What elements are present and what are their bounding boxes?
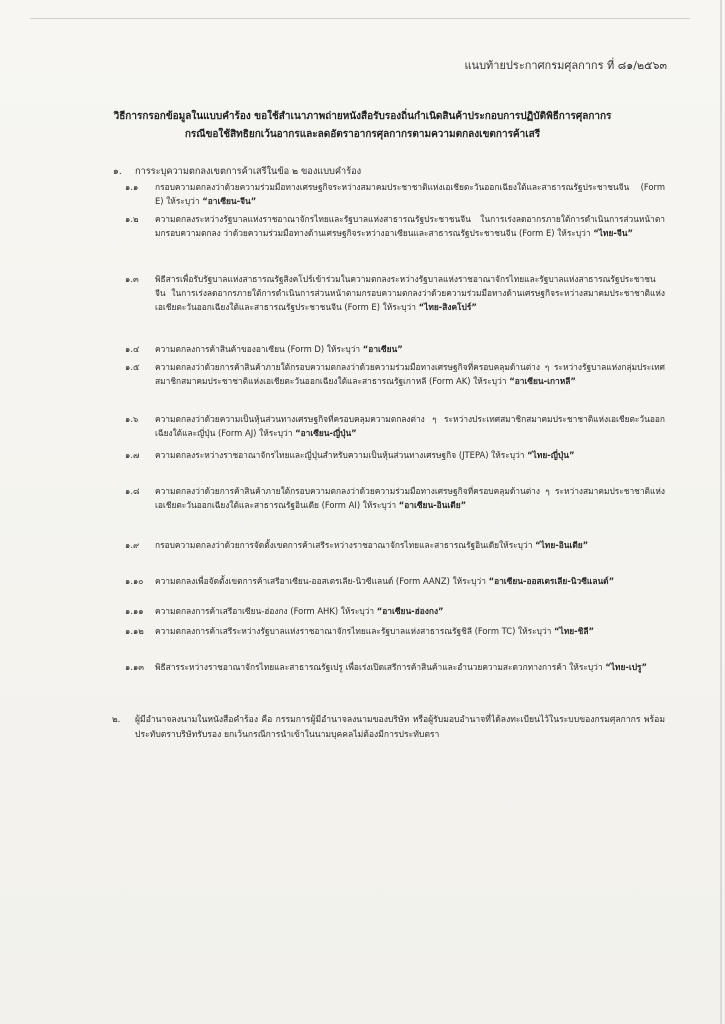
section-2 (112, 713, 665, 742)
item-label: “ไทย-อินเดีย” (535, 540, 589, 550)
section-1-heading (113, 166, 362, 177)
item-number: ๑.๙ (125, 540, 140, 550)
item-label: “อาเซียน-ฮ่องกง” (376, 606, 444, 616)
item-text: ความตกลงว่าด้วยการค้าสินค้าภายใต้กรอบความตกลงว่าด้วยความร่วมมือทางเศรษฐกิจที่ครอบคลุมด้านต่าง ๆ ระหว่างสมาคมประชาชาติแห่งเอเชียตะวันออกเฉียงใต้และสาธารณรัฐอินเดีย (Form AI) ให้ระบุว่า (155, 486, 665, 511)
item-number: ๑.๑๓ (125, 662, 145, 672)
item-label: “อาเซียน-อินเดีย” (398, 500, 467, 511)
item-text: พิธีสารระหว่างราชอาณาจักรไทยและสาธารณรัฐเปรู เพื่อเร่งเปิดเสรีการค้าสินค้าและอำนวยความสะดวกทางการค้า ให้ระบุว่า (155, 662, 606, 672)
list-item (125, 448, 665, 462)
item-label: “ไทย-เปรู” (605, 662, 648, 672)
item-text: กรอบความตกลงว่าด้วยการจัดตั้งเขตการค้าเสรีระหว่างราชอาณาจักรไทยและสาธารณรัฐอินเดียให้ระบุว่า (155, 540, 536, 550)
document-title-line-1: วิธีการกรอกข้อมูลในแบบคำร้อง ขอใช้สำเนาภาพถ่ายหนังสือรับรองถิ่นกำเนิดสินค้าประกอบการปฏิบัติพิธีการศุลกากร (113, 111, 612, 122)
item-text: ความตกลงว่าด้วยการค้าสินค้าภายใต้กรอบความตกลงว่าด้วยความร่วมมือทางเศรษฐกิจที่ครอบคลุมด้านต่าง ๆ ระหว่างรัฐบาลแห่งกลุ่มประเทศสมาชิกสมาคมประชาชาติแห่งเอเชียตะวันออกเฉียงใต้และสาธารณรัฐเกาหลี (Form AK) ให้ระบุว่า (155, 362, 665, 387)
list-item (125, 180, 665, 208)
list-item (125, 360, 665, 388)
section-2-number: ๒. (112, 715, 121, 725)
item-number: ๑.๑ (125, 182, 139, 192)
item-label: “อาเซียน-เกาหลี” (509, 376, 576, 387)
list-item (125, 624, 665, 638)
item-text: พิธีสารเพื่อรับรัฐบาลแห่งสาธารณรัฐสิงคโปร์เข้าร่วมในความตกลงระหว่างรัฐบาลแห่งราชอาณาจักรไทยและรัฐบาลแห่งสาธารณรัฐประชาชนจีน ในการเร่งลดอากรภายใต้การดำเนินการส่วนหน้าตามกรอบความตกลงว่าด้วยความร่วมมือทางด้านเศรษฐกิจระหว่างสมาคมประชาชาติแห่งเอเชียตะวันออกเฉียงใต้และสาธารณรัฐประชาชนจีน (Form E) ให้ระบุว่า (155, 274, 665, 313)
list-item (125, 574, 665, 588)
list-item (125, 272, 665, 315)
item-label: “อาเซียน-ออสเตรเลีย-นิวซีแลนด์” (488, 576, 615, 586)
item-label: “อาเซียน” (362, 344, 403, 354)
list-item (125, 604, 665, 618)
item-number: ๑.๗ (125, 450, 140, 460)
item-text: ความตกลงการค้าเสรีอาเซียน-ฮ่องกง (Form AHK) ให้ระบุว่า (155, 606, 377, 616)
document-reference: แนบท้ายประกาศกรมศุลกากร ที่ ๘๑/๒๕๖๓ (464, 59, 667, 72)
item-text: ความตกลงการค้าเสรีระหว่างรัฐบาลแห่งราชอาณาจักรไทยและรัฐบาลแห่งสาธารณรัฐชิลี (Form TC) ให้ระบุว่า (155, 626, 555, 636)
item-number: ๑.๒ (125, 214, 139, 224)
document-title-line-2: กรณีขอใช้สิทธิยกเว้นอากรและลดอัตราอากรศุลกากรตามความตกลงเขตการค้าเสรี (184, 129, 541, 140)
list-item (125, 212, 665, 240)
item-label: “อาเซียน-ญี่ปุ่น” (295, 428, 357, 439)
list-item (125, 538, 665, 552)
item-label: “ไทย-สิงคโปร์” (418, 302, 477, 313)
list-item (125, 484, 665, 512)
item-number: ๑.๖ (125, 414, 139, 424)
item-number: ๑.๑๑ (125, 606, 144, 616)
item-label: “ไทย-จีน” (593, 228, 633, 239)
list-item (125, 342, 665, 356)
list-item (125, 412, 665, 440)
item-number: ๑.๓ (125, 274, 139, 284)
item-number: ๑.๕ (125, 362, 140, 372)
item-label: “ไทย-ชิลี” (554, 626, 594, 636)
section-2-text: ผู้มีอำนาจลงนามในหนังสือคำร้อง คือ กรรมการผู้มีอำนาจลงนามของบริษัท หรือผู้รับมอบอำนาจที่ได้ลงทะเบียนไว้ในระบบของกรมศุลกากร พร้อมประทับตราบริษัทรับรอง ยกเว้นกรณีการนำเข้าในนามบุคคลไม่ต้องมีการประทับตรา (135, 715, 665, 740)
item-number: ๑.๑๒ (125, 626, 144, 636)
section-1-text: การระบุความตกลงเขตการค้าเสรีในข้อ ๒ ของแบบคำร้อง (135, 166, 362, 177)
item-label: “ไทย-ญี่ปุ่น” (527, 450, 575, 460)
list-item (125, 660, 665, 674)
section-1-number: ๑. (113, 166, 122, 177)
item-label: “อาเซียน-จีน” (202, 196, 257, 207)
item-text: ความตกลงเพื่อจัดตั้งเขตการค้าเสรีอาเซียน-ออสเตรเลีย-นิวซีแลนด์ (Form AANZ) ให้ระบุว่า (155, 576, 489, 586)
item-text: ความตกลงระหว่างรัฐบาลแห่งราชอาณาจักรไทยและรัฐบาลแห่งสาธารณรัฐประชาชนจีน ในการเร่งลดอากรภายใต้การดำเนินการส่วนหน้าตามกรอบความตกลง ว่าด้วยความร่วมมือทางด้านเศรษฐกิจระหว่างอาเซียนและสาธารณรัฐประชาชนจีน (Form E) ให้ระบุว่า (155, 214, 665, 239)
item-text: ความตกลงการค้าสินค้าของอาเซียน (Form D) ให้ระบุว่า (155, 344, 363, 354)
item-text: ความตกลงระหว่างราชอาณาจักรไทยและญี่ปุ่นสำหรับความเป็นหุ้นส่วนทางเศรษฐกิจ (JTEPA) ให้ระบุว่า (155, 450, 528, 460)
item-text: กรอบความตกลงว่าด้วยความร่วมมือทางเศรษฐกิจระหว่างสมาคมประชาชาติแห่งเอเชียตะวันออกเฉียงใต้และสาธารณรัฐประชาชนจีน (Form E) ให้ระบุว่า (155, 182, 665, 207)
item-text: ความตกลงว่าด้วยความเป็นหุ้นส่วนทางเศรษฐกิจที่ครอบคลุมความตกลงต่าง ๆ ระหว่างประเทศสมาชิกสมาคมประชาชาติแห่งเอเชียตะวันออกเฉียงใต้และญี่ปุ่น (Form AJ) ให้ระบุว่า (155, 414, 665, 439)
scan-edge-right (720, 0, 722, 1024)
item-number: ๑.๑๐ (125, 576, 144, 586)
item-number: ๑.๘ (125, 486, 140, 496)
scan-edge-line (30, 18, 690, 19)
item-number: ๑.๔ (125, 344, 140, 354)
